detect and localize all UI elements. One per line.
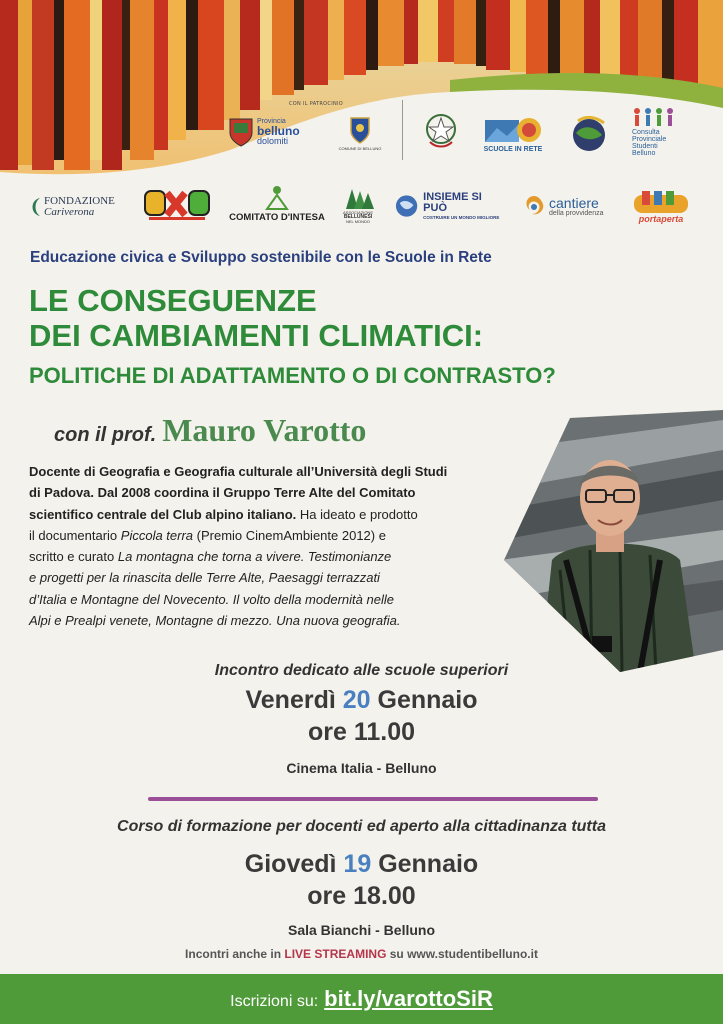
cantiere-provvidenza-logo [522, 190, 616, 222]
speaker-intro: con il prof. [54, 424, 157, 446]
bio-line-6: e progetti per la rinascita delle Terre Alte, Paesaggi terrazzati [29, 570, 380, 586]
associazione-text-3: NEL MONDO [345, 218, 371, 224]
event2-hour: ore 18.00 [307, 882, 416, 910]
patrocinio-label: CON IL PATROCINIO [289, 101, 344, 107]
speaker-line [54, 412, 366, 449]
globe-schools-logo [560, 108, 618, 158]
event2-month: Gennaio [378, 850, 479, 878]
comitato-text: COMITATO D'INTESA [229, 212, 325, 224]
title-line-2: DEI CAMBIAMENTI CLIMATICI: [29, 318, 484, 353]
bio-line-5a: scritto e curato [29, 549, 118, 565]
speaker-name: Mauro Varotto [162, 412, 367, 448]
event1-intro: Incontro dedicato alle scuole superiori [214, 662, 509, 679]
portaperta-door-icon [632, 189, 690, 215]
scuole-in-rete-text: SCUOLE IN RETE [483, 145, 543, 153]
streaming-url[interactable]: su www.studentibelluno.it [386, 947, 538, 961]
bio-line-2: di Padova. Dal 2008 coordina il Gruppo Terre Alte del Comitato [29, 485, 416, 501]
globe-icon [564, 113, 614, 153]
title-line-3: POLITICHE DI ADATTAMENTO O DI CONTRASTO? [29, 363, 556, 388]
title-line-1: LE CONSEGUENZE [29, 283, 317, 318]
consulta-text-1: Consulta [632, 129, 660, 136]
consulta-studenti-logo [632, 103, 692, 161]
fondazione-cariverona-logo [28, 192, 126, 222]
comitato-intesa-logo [226, 182, 328, 226]
portaperta-logo [630, 184, 692, 228]
comune-belluno-logo [334, 110, 386, 156]
fondazione-text: FONDAZIONE [44, 195, 115, 207]
cantiere-text-2: della provvidenza [549, 209, 604, 217]
event1-date [0, 686, 723, 715]
bio-line-4b: Piccola terra [120, 527, 194, 543]
cantiere-swirl-icon [522, 194, 546, 218]
event1-place: Cinema Italia - Belluno [286, 760, 437, 776]
gxr-graffiti-icon [143, 187, 211, 223]
streaming-note [0, 947, 723, 961]
belluno-text: belluno [257, 124, 300, 138]
consulta-text-4: Belluno [632, 150, 656, 157]
registration-link[interactable]: bit.ly/varottoSiR [324, 986, 493, 1011]
event2-place: Sala Bianchi - Belluno [287, 922, 436, 938]
section-divider [148, 797, 598, 801]
bio-line-5b: La montagna che torna a vivere. Testimonianze [117, 549, 392, 565]
bio-line-4a: il documentario [29, 527, 121, 543]
comitato-figure-icon [263, 185, 291, 211]
scuole-in-rete-icon [481, 114, 545, 146]
event1-day-num: 20 [342, 686, 371, 714]
portaperta-text: portaperta [638, 213, 684, 224]
streaming-live: LIVE STREAMING [284, 947, 387, 961]
insieme-si-puo-logo [394, 190, 506, 222]
associazione-bellunesi-logo [336, 180, 380, 230]
provincia-text: Provincia [257, 118, 286, 125]
bio-line-1: Docente di Geografia e Geografia culturale all’Università degli Studi [29, 464, 448, 479]
cariverona-icon [28, 196, 42, 218]
logo-divider [402, 100, 403, 160]
associazione-text-1: ASSOCIAZIONE [342, 209, 373, 215]
bio-line-7: d’Italia e Montagne del Novecento. Il volto della modernità nelle [29, 591, 394, 607]
associazione-text-2: BELLUNESI [343, 213, 373, 220]
insieme-text-1: INSIEME SI PUÒ [423, 190, 482, 214]
speaker-bio [29, 461, 529, 631]
event2-day-name: Giovedì [244, 850, 337, 878]
consulta-text-3: Studenti [632, 143, 658, 150]
cantiere-text-1: cantiere [549, 194, 599, 211]
dolomiti-text: dolomiti [257, 136, 289, 146]
streaming-pre: Incontri anche in [185, 947, 285, 961]
consulta-people-icon [632, 107, 678, 127]
provincia-crest-icon [228, 117, 254, 147]
consulta-text-2: Provinciale [632, 136, 667, 143]
gxr-logo [142, 186, 212, 224]
scuole-in-rete-logo [476, 108, 550, 158]
insieme-text-2: COSTRUIRE UN MONDO MIGLIORE [423, 214, 500, 220]
speaker-photo [500, 410, 723, 672]
event1-month: Gennaio [377, 686, 478, 714]
pine-trees-icon [340, 187, 376, 211]
provincia-belluno-logo [228, 112, 318, 152]
registration-label: Iscrizioni su: [230, 993, 319, 1010]
bio-line-8: Alpi e Prealpi venete, Montagne di mezzo. Una nuova geografia. [29, 613, 401, 629]
event1-day-name: Venerdì [245, 686, 336, 714]
event2-day-num: 19 [343, 850, 372, 878]
event1-hour: ore 11.00 [307, 718, 416, 746]
cariverona-text: Cariverona [44, 206, 95, 218]
comune-text: COMUNE DI BELLUNO [338, 145, 382, 151]
bio-line-4c: (Premio CinemAmbiente 2012) e [193, 527, 386, 543]
event2-date [0, 850, 723, 879]
miur-logo [418, 104, 464, 158]
registration-footer [0, 974, 723, 1024]
event2-intro: Corso di formazione per docenti ed aperto alla cittadinanza tutta [117, 818, 606, 835]
subtitle: Educazione civica e Sviluppo sostenibile con le Scuole in Rete [30, 249, 492, 266]
bio-line-3b: Ha ideato e prodotto [296, 506, 418, 522]
world-icon [394, 193, 419, 219]
comune-crest-icon [349, 116, 371, 144]
bio-line-3: scientifico centrale del Club alpino italiano. [29, 506, 297, 522]
italy-emblem-icon [424, 112, 458, 150]
